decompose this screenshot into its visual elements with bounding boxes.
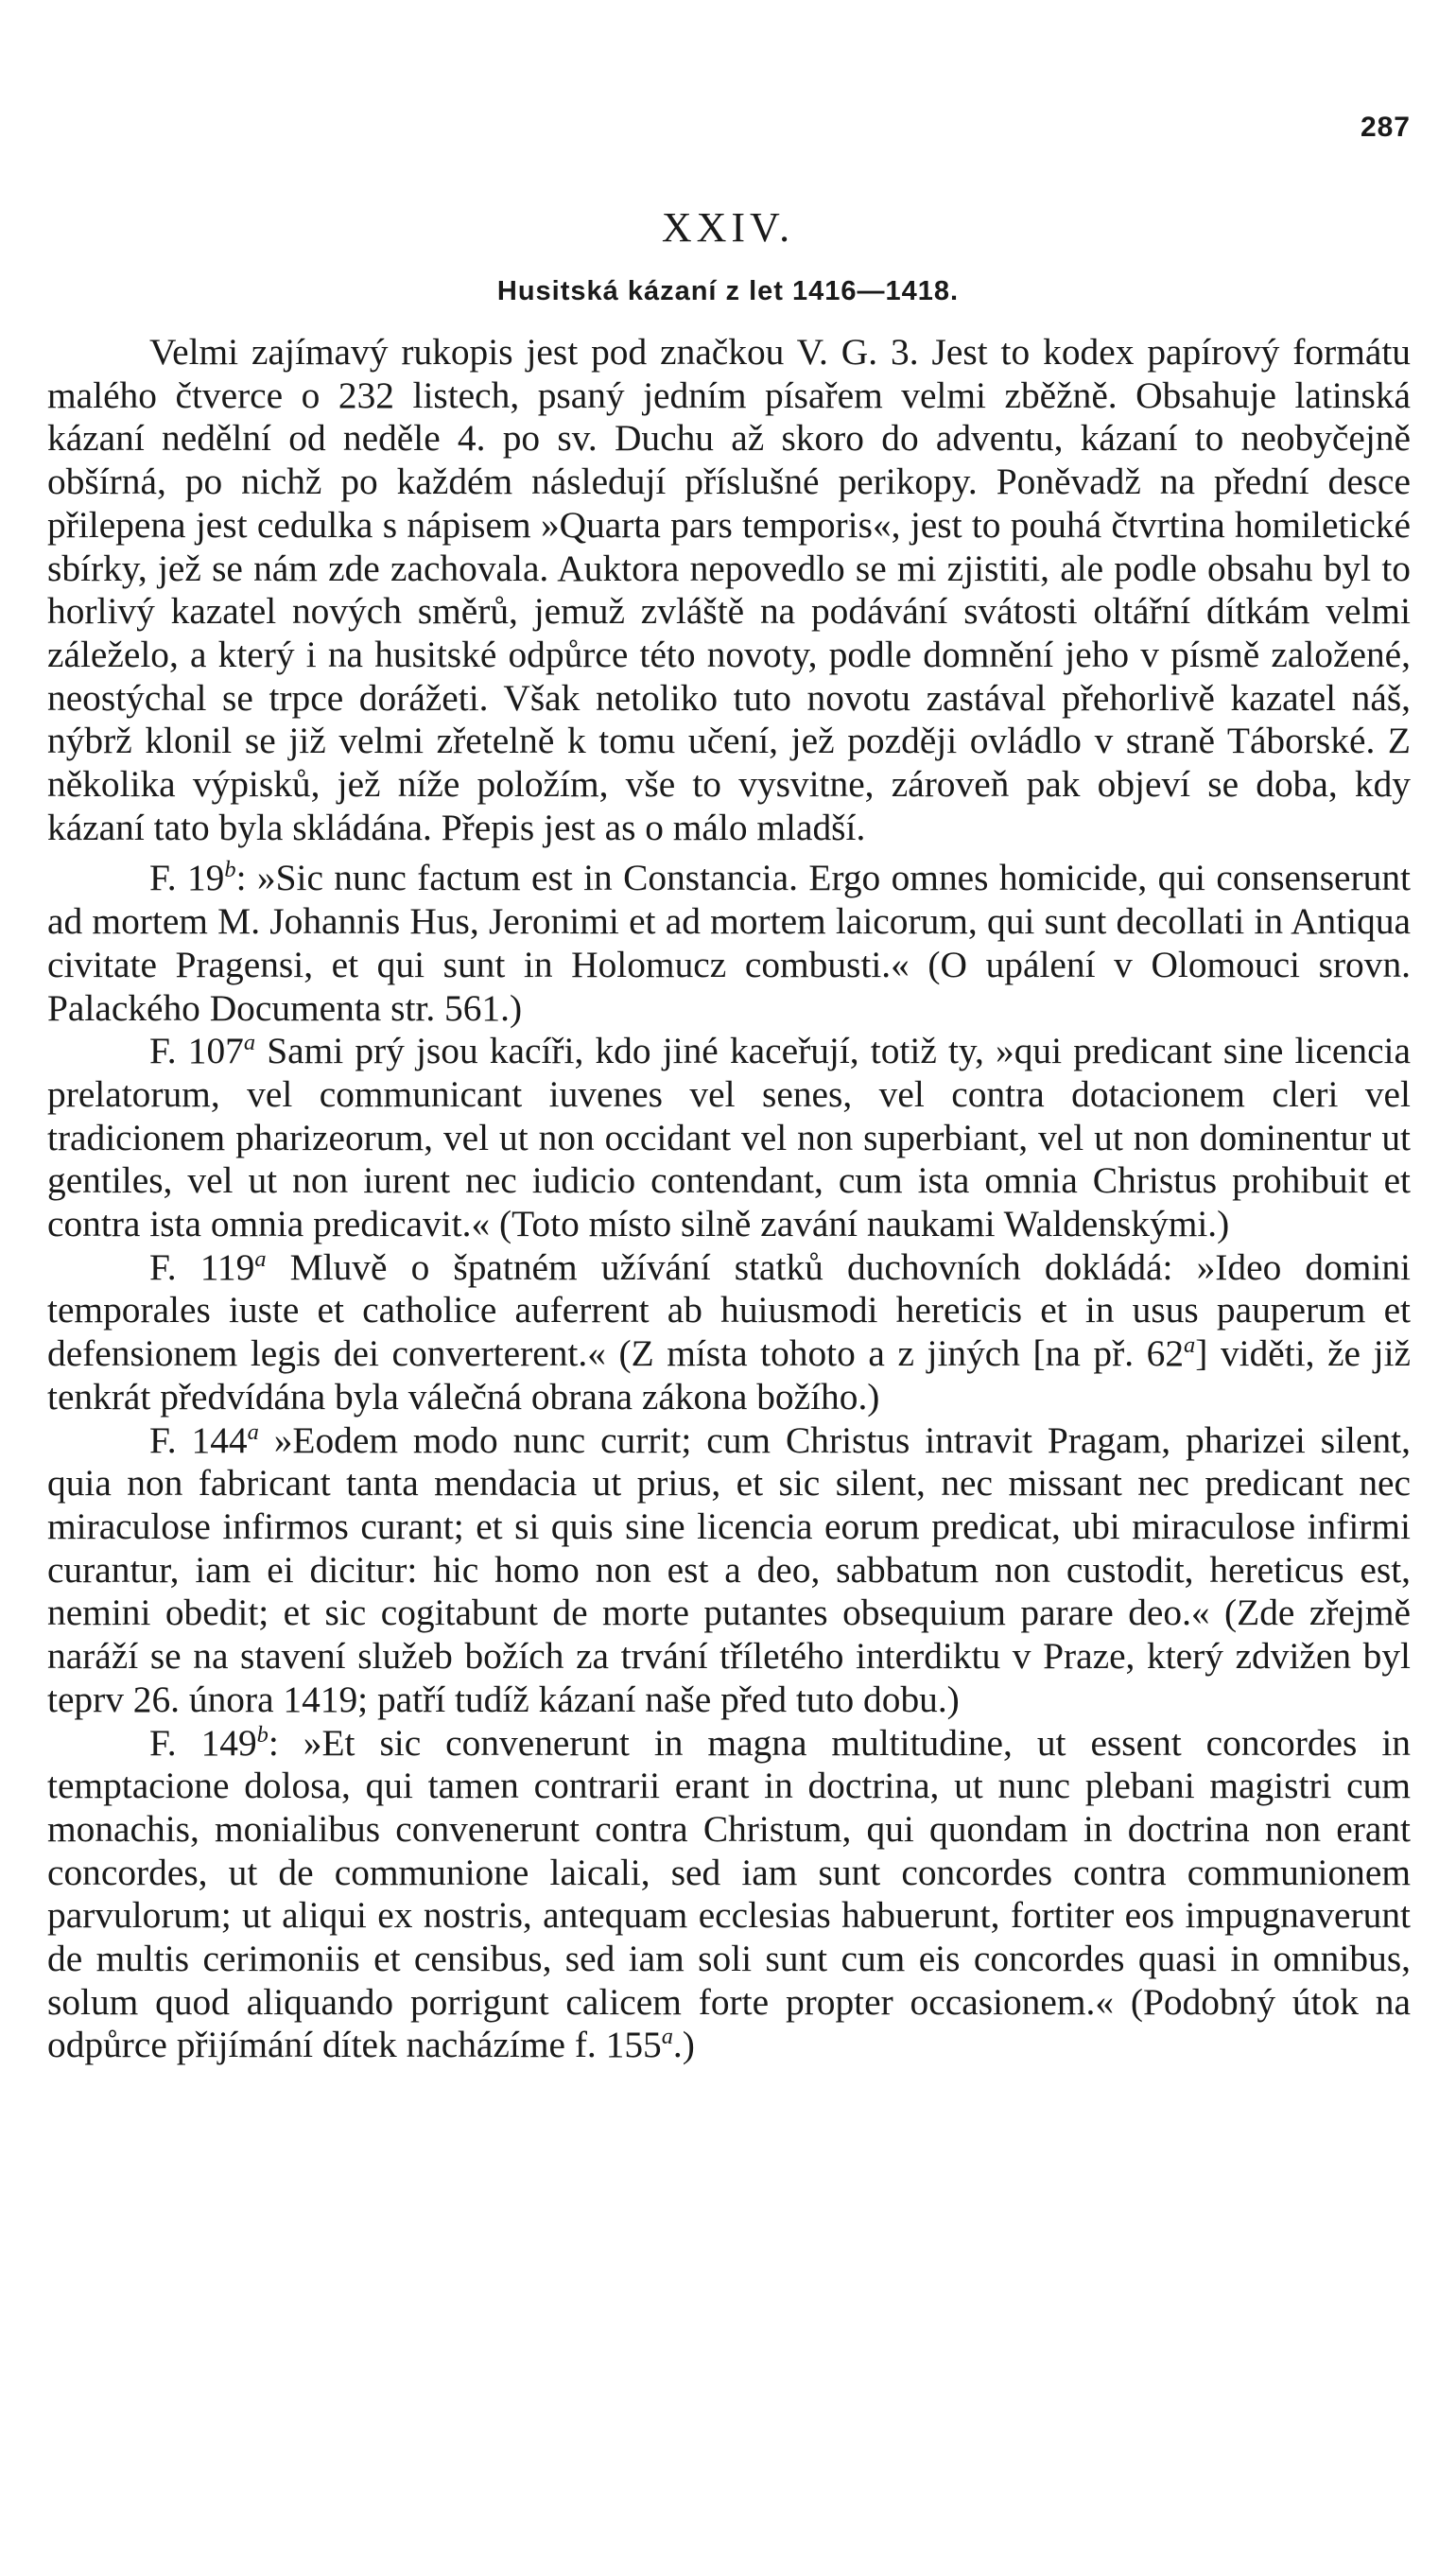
paragraph-text: : »Et sic convenerunt in magna multitudine, ut essent concordes in temptacione dolosa, qui tamen contrarii erant in doctrina, ut nunc plebani magistri cum monachis, monialibus convenerunt contra Christum, qui quondam in doctrina non erant concordes, ut de communione laicali, sed iam sunt concordes contra communionem parvulorum; ut aliqui ex nostris, antequam ecclesias habuerunt, fortiter eos impugnaverunt de multis cerimoniis et censibus, sed iam soli sunt cum eis concordes quasi in omnibus, solum quod aliquando porrigunt calicem forte propter occasionem.« (Podobný útok na odpůrce přijímání dítek nacházíme f. 155 [47,1721,1411,2066]
folio-ref: F. 107 [149,1030,244,1072]
folio-side: b [256,1721,269,1748]
paragraph-folio-149 [47,1722,1411,2068]
page-number: 287 [1360,112,1411,143]
paragraph-folio-144 [47,1419,1411,1722]
paragraph-text-after: ] viděti, že již tenkrát předvídána byla válečná obrana zákona božího.) [47,1332,1411,1418]
folio-ref: F. 149 [149,1721,257,1764]
body-text [47,331,1411,2067]
folio-ref: F. 119 [149,1245,255,1288]
chapter-heading: XXIV. [661,204,795,251]
paragraph-text: Sami prý jsou kacíři, kdo jiné kaceřují, totiž ty, »qui predicant sine licencia prelatorum, vel communicant iuvenes vel senes, vel contra dotacionem cleri vel tradicionem pharizeorum, vel ut non occidant vel non superbiant, vel ut non dominentur ut gentiles, vel ut non iurent nec iudicio contendant, cum ista omnia Christus prohibuit et contra ista omnia predicavit.« (Toto místo silně zavání naukami Waldenskými.) [47,1030,1411,1245]
folio-ref: F. 144 [149,1418,248,1461]
paragraph-intro [47,331,1411,849]
folio-side: a [243,1030,256,1056]
paragraph-text: Velmi zajímavý rukopis jest pod značkou V. G. 3. Jest to kodex papírový formátu malého čtverce o 232 listech, psaný jedním písařem velmi zběžně. Obsahuje latinská kázaní nedělní od neděle 4. po sv. Duchu až skoro do adventu, kázaní to neobyčejně obšírná, po nichž po každém následují příslušné perikopy. Poněvadž na přední desce přilepena jest cedulka s nápisem »Quarta pars temporis«, jest to pouhá čtvrtina homiletické sbírky, jež se nám zde zachovala. Auktora nepovedlo se mi zjistiti, ale podle obsahu byl to horlivý kazatel nových směrů, jemuž zvláště na podávání svátosti oltářní dítkám velmi záleželo, a který i na husitské odpůrce této novoty, podle domnění jeho v písmě založené, neostýchal se trpce dorážeti. Však netoliko tuto novotu zastával přehorlivě kazatel náš, nýbrž klonil se již velmi zřetelně k tomu učení, jež později ovládlo v straně Táborské. Z několika výpisků, jež níže položím, vše to vysvitne, zároveň pak objeví se doba, kdy kázaní tato byla skládána. Přepis jest as o málo mladší. [47,331,1411,848]
paragraph-text: : »Sic nunc factum est in Constancia. Ergo omnes homicide, qui consenserunt ad mortem M. Johannis Hus, Jeronimi et ad mortem laicorum, qui sunt decollati in Antiqua civitate Pragensi, et qui sunt in Holomucz combusti.« (O upálení v Olomouci srovn. Palackého Documenta str. 561.) [47,857,1411,1029]
paragraph-text-after: .) [672,2024,695,2066]
chapter-subtitle: Husitská kázaní z let 1416—1418. [496,276,960,306]
folio-side: a [247,1418,259,1445]
folio-side-inline: a [661,2024,673,2050]
paragraph-folio-19 [47,857,1411,1030]
folio-side: a [254,1245,267,1272]
folio-ref: F. 19 [149,857,225,899]
folio-side: b [224,857,236,883]
paragraph-folio-107 [47,1030,1411,1246]
paragraph-text: »Eodem modo nunc currit; cum Christus intravit Pragam, pharizei silent, quia non fabricant tanta mendacia ut prius, et sic silent, nec missant nec predicant nec miraculose infirmos curant; et si quis sine licencia eorum predicat, ubi miraculose infirmi curantur, iam ei dicitur: hic homo non est a deo, sabbatum non custodit, hereticus est, nemini obedit; et sic cogitabunt de morte putantes obsequium parare deo.« (Zde zřejmě naráží se na stavení služeb božích za trvání tříletého interdiktu v Praze, který zdvižen byl teprv 26. února 1419; patří tudíž kázaní naše před tuto dobu.) [47,1418,1411,1720]
paragraph-text: Mluvě o špatném užívání statků duchovních dokládá: »Ideo domini temporales iuste et catholice auferrent ab huiusmodi hereticis et in usus pauperum et defensionem legis dei converterent.« (Z místa tohoto a z jiných [na př. 62 [47,1245,1411,1375]
paragraph-folio-119 [47,1246,1411,1419]
folio-side-inline: a [1184,1332,1196,1359]
